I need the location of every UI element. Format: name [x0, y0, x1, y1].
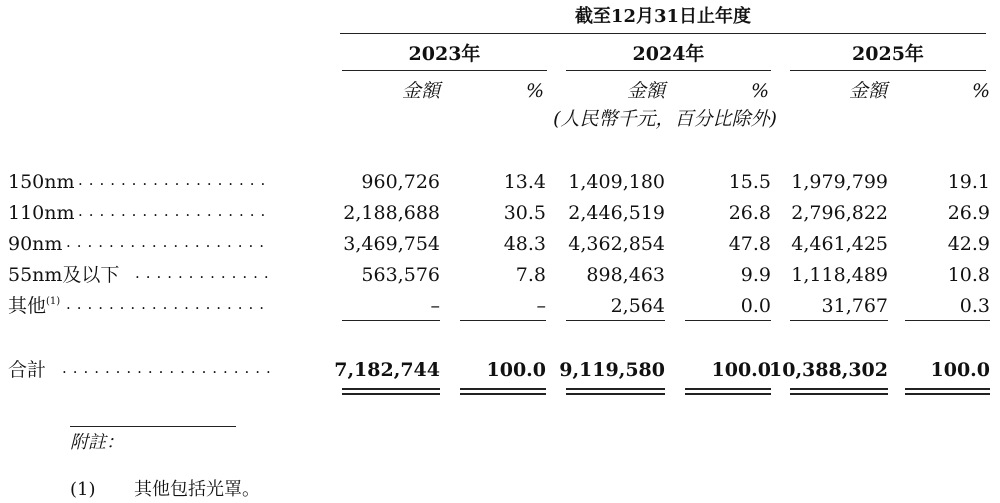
- row-leader: . . . . . . . . . . . . . . . . . . .: [66, 295, 265, 313]
- row-label: 110nm: [8, 202, 75, 224]
- row-label: 55nm及以下: [8, 264, 120, 286]
- year-header-2023: 2023年: [408, 43, 481, 65]
- cell-amount-2023: –: [430, 295, 440, 317]
- period-header-rule: [340, 33, 986, 34]
- subtotal-rule: [342, 320, 440, 321]
- year-rule-2023: [342, 70, 547, 71]
- total-double-rule: [460, 388, 546, 395]
- cell-percent-2025: 19.1: [947, 171, 990, 193]
- cell-percent-2024: 26.8: [728, 202, 771, 224]
- cell-amount-2024: 898,463: [586, 264, 665, 286]
- cell-amount-2024: 4,362,854: [568, 233, 665, 255]
- row-label: 150nm: [8, 171, 75, 193]
- row-leader: . . . . . . . . . . . . . . . . . . .: [66, 233, 265, 251]
- row-leader: . . . . . . . . . . . . .: [135, 264, 270, 282]
- row-leader: . . . . . . . . . . . . . . . . . .: [78, 171, 266, 189]
- cell-amount-2023: 960,726: [361, 171, 440, 193]
- cell-percent-2023: 30.5: [503, 202, 546, 224]
- year-rule-2024: [566, 70, 771, 71]
- cell-percent-2025: 42.9: [947, 233, 990, 255]
- total-double-rule: [685, 388, 771, 395]
- cell-amount-2024: 1,409,180: [568, 171, 665, 193]
- percent-header-2024: %: [750, 80, 769, 102]
- note-number: (1): [70, 479, 96, 500]
- subtotal-rule: [685, 320, 771, 321]
- total-amount-2023: 7,182,744: [334, 359, 440, 381]
- cell-amount-2023: 2,188,688: [343, 202, 440, 224]
- cell-percent-2023: 48.3: [503, 233, 546, 255]
- percent-header-2023: %: [525, 80, 544, 102]
- unit-note: (人民幣千元，百分比除外): [553, 108, 777, 130]
- subtotal-rule: [905, 320, 990, 321]
- cell-amount-2024: 2,564: [610, 295, 665, 317]
- cell-amount-2025: 4,461,425: [791, 233, 888, 255]
- cell-percent-2023: 13.4: [503, 171, 546, 193]
- cell-percent-2024: 9.9: [740, 264, 771, 286]
- notes-heading: 附註：: [70, 432, 124, 453]
- total-percent-2024: 100.0: [711, 359, 771, 381]
- total-double-rule: [566, 388, 665, 395]
- year-rule-2025: [790, 70, 986, 71]
- cell-percent-2024: 15.5: [728, 171, 771, 193]
- total-leader: . . . . . . . . . . . . . . . . . . . .: [62, 359, 272, 377]
- total-double-rule: [342, 388, 440, 395]
- note-text: 其他包括光罩。: [134, 479, 260, 500]
- cell-amount-2025: 1,979,799: [791, 171, 888, 193]
- cell-percent-2025: 26.9: [947, 202, 990, 224]
- cell-percent-2024: 0.0: [740, 295, 771, 317]
- total-label: 合計: [8, 359, 47, 381]
- total-double-rule: [905, 388, 990, 395]
- cell-percent-2023: –: [536, 295, 546, 317]
- subtotal-rule: [790, 320, 888, 321]
- cell-amount-2025: 1,118,489: [791, 264, 888, 286]
- cell-amount-2025: 31,767: [821, 295, 888, 317]
- total-percent-2025: 100.0: [930, 359, 990, 381]
- cell-amount-2024: 2,446,519: [568, 202, 665, 224]
- cell-percent-2025: 0.3: [959, 295, 990, 317]
- row-label: [8, 297, 60, 316]
- amount-header-2024: 金額: [626, 80, 665, 102]
- row-label-text: 其他: [8, 295, 47, 317]
- cell-percent-2024: 47.8: [728, 233, 771, 255]
- cell-percent-2025: 10.8: [947, 264, 990, 286]
- period-header: 截至12月31日止年度: [574, 6, 752, 27]
- year-header-2024: 2024年: [632, 43, 705, 65]
- total-amount-2024: 9,119,580: [559, 359, 665, 381]
- footnote-ref: (1): [46, 296, 61, 307]
- row-label: 90nm: [8, 233, 63, 255]
- year-header-2025: 2025年: [852, 43, 924, 65]
- cell-percent-2023: 7.8: [515, 264, 546, 286]
- cell-amount-2023: 563,576: [361, 264, 440, 286]
- total-percent-2023: 100.0: [486, 359, 546, 381]
- amount-header-2023: 金額: [401, 80, 440, 102]
- subtotal-rule: [566, 320, 665, 321]
- amount-header-2025: 金額: [848, 80, 887, 102]
- cell-amount-2023: 3,469,754: [343, 233, 440, 255]
- row-leader: . . . . . . . . . . . . . . . . . .: [78, 202, 266, 220]
- cell-amount-2025: 2,796,822: [791, 202, 888, 224]
- total-double-rule: [790, 388, 888, 395]
- notes-rule: [70, 426, 236, 427]
- subtotal-rule: [460, 320, 546, 321]
- percent-header-2025: %: [971, 80, 990, 102]
- total-amount-2025: 10,388,302: [769, 359, 888, 381]
